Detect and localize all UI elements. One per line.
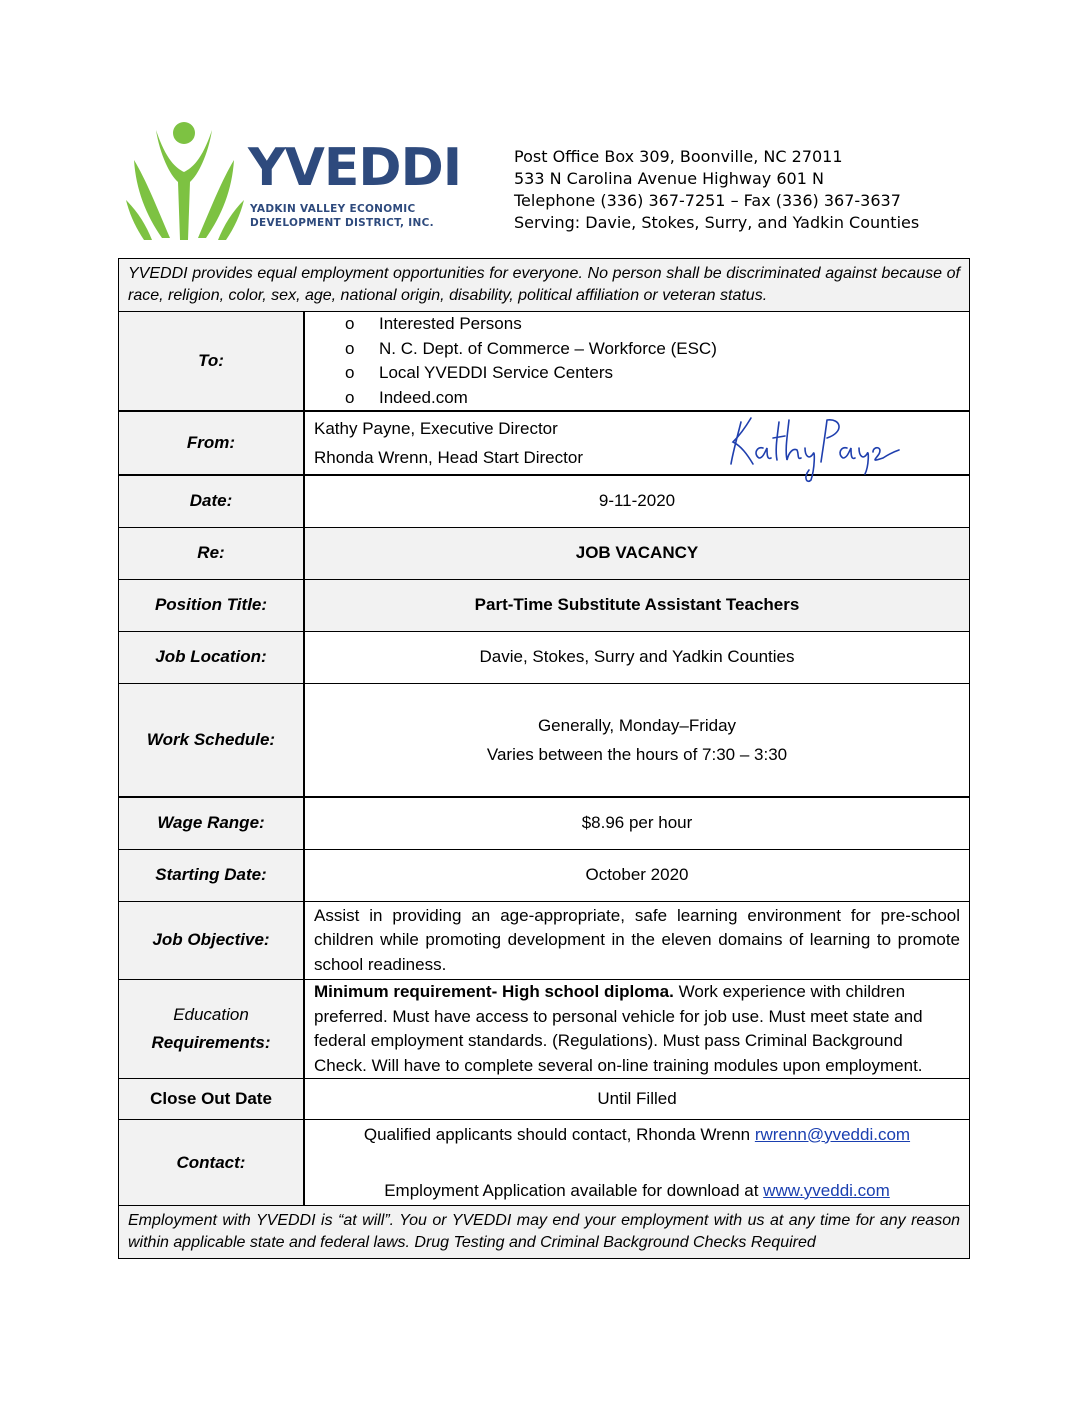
wage-label: Wage Range: [119,797,305,849]
email-link[interactable]: rwrenn@yveddi.com [754,1124,911,1144]
signature-icon [723,408,903,488]
recipient: N. C. Dept. of Commerce – Workforce (ESC) [379,338,717,358]
logo-figure-icon [126,120,251,245]
address-line: Post Office Box 309, Boonville, NC 27011 [514,147,843,166]
re-label: Re: [119,527,305,579]
objective-label: Job Objective: [119,901,305,980]
contact-line [305,1123,969,1147]
closeout-value: Until Filled [304,1079,970,1120]
from-value [304,411,970,475]
to-value [304,312,970,412]
from-label: From: [119,411,305,475]
bullet-icon: o [345,338,355,358]
brand-subtitle-line: DEVELOPMENT DISTRICT, INC. [250,217,434,229]
schedule-label: Work Schedule: [119,683,305,797]
education-value [304,980,970,1079]
education-minimum: Minimum requirement- High school diploma. [314,982,674,1001]
date-label: Date: [119,475,305,527]
position-label: Position Title: [119,579,305,631]
objective-value: Assist in providing an age-appropriate, safe learning environment for pre-school children while promoting development in the eleven domains of learning to promote school readiness. [304,901,970,980]
job-vacancy-table [118,258,970,1259]
sender: Kathy Payne, Executive Director [314,419,558,438]
bullet-icon: o [345,314,355,333]
to-label: To: [119,312,305,412]
education-label-line: Education [173,1005,249,1024]
at-will-notice: Employment with YVEDDI is “at will”. You or YVEDDI may end your employment with us at any time for any reason within applicable state and federal laws. Drug Testing and Criminal Background Checks Required [119,1206,970,1259]
spacer [305,1147,969,1179]
brand-name: YVEDDI [248,138,462,198]
contact-line [305,1179,969,1203]
schedule-value [304,683,970,797]
eeo-notice: YVEDDI provides equal employment opportunities for everyone. No person shall be discriminated against because of race, religion, color, sex, age, national origin, disability, political affiliation or veteran status. [119,259,970,312]
date-value: 9-11-2020 [304,475,970,527]
website-link[interactable]: www.yveddi.com [763,1180,890,1200]
brand-subtitle-line: YADKIN VALLEY ECONOMIC [250,203,416,215]
contact-value [304,1120,970,1206]
schedule-line: Generally, Monday–Friday [537,715,737,735]
address-line: 533 N Carolina Avenue Highway 601 N [514,169,824,188]
education-label-line: Requirements: [151,1033,271,1052]
schedule-line: Varies between the hours of 7:30 – 3:30 [486,744,788,764]
list-item [345,337,969,362]
brand-subtitle [250,202,434,230]
position-value: Part-Time Substitute Assistant Teachers [304,579,970,631]
re-value: JOB VACANCY [304,527,970,579]
bullet-icon: o [345,363,355,382]
recipient: Indeed.com [379,387,468,407]
list-item [345,361,969,386]
start-label: Starting Date: [119,849,305,901]
recipient: Local YVEDDI Service Centers [379,363,614,382]
location-label: Job Location: [119,631,305,683]
education-label [119,980,305,1079]
contact-label: Contact: [119,1120,305,1206]
bullet-icon: o [345,387,355,407]
address-block [514,146,919,234]
closeout-label: Close Out Date [119,1079,305,1120]
start-value: October 2020 [304,849,970,901]
wage-value: $8.96 per hour [304,797,970,849]
recipient: Interested Persons [379,314,522,333]
location-value: Davie, Stokes, Surry and Yadkin Counties [304,631,970,683]
contact-text: Employment Application available for download at [384,1180,764,1200]
yveddi-logo [126,120,462,245]
contact-text: Qualified applicants should contact, Rhonda Wrenn [363,1124,755,1144]
recipient-list [305,312,969,410]
phone-line: Telephone (336) 367-7251 – Fax (336) 367-3637 [514,191,901,210]
sender: Rhonda Wrenn, Head Start Director [314,448,583,467]
serving-line: Serving: Davie, Stokes, Surry, and Yadkin Counties [514,213,920,232]
education-details: Work experience with children preferred. Must have access to personal vehicle for job use. Must meet state and federal employment standards. (Regulations). Must pass Criminal Background Check. Will have to complete several on-line training modules upon employment. [314,982,923,1075]
list-item [345,312,969,337]
list-item [345,386,969,411]
